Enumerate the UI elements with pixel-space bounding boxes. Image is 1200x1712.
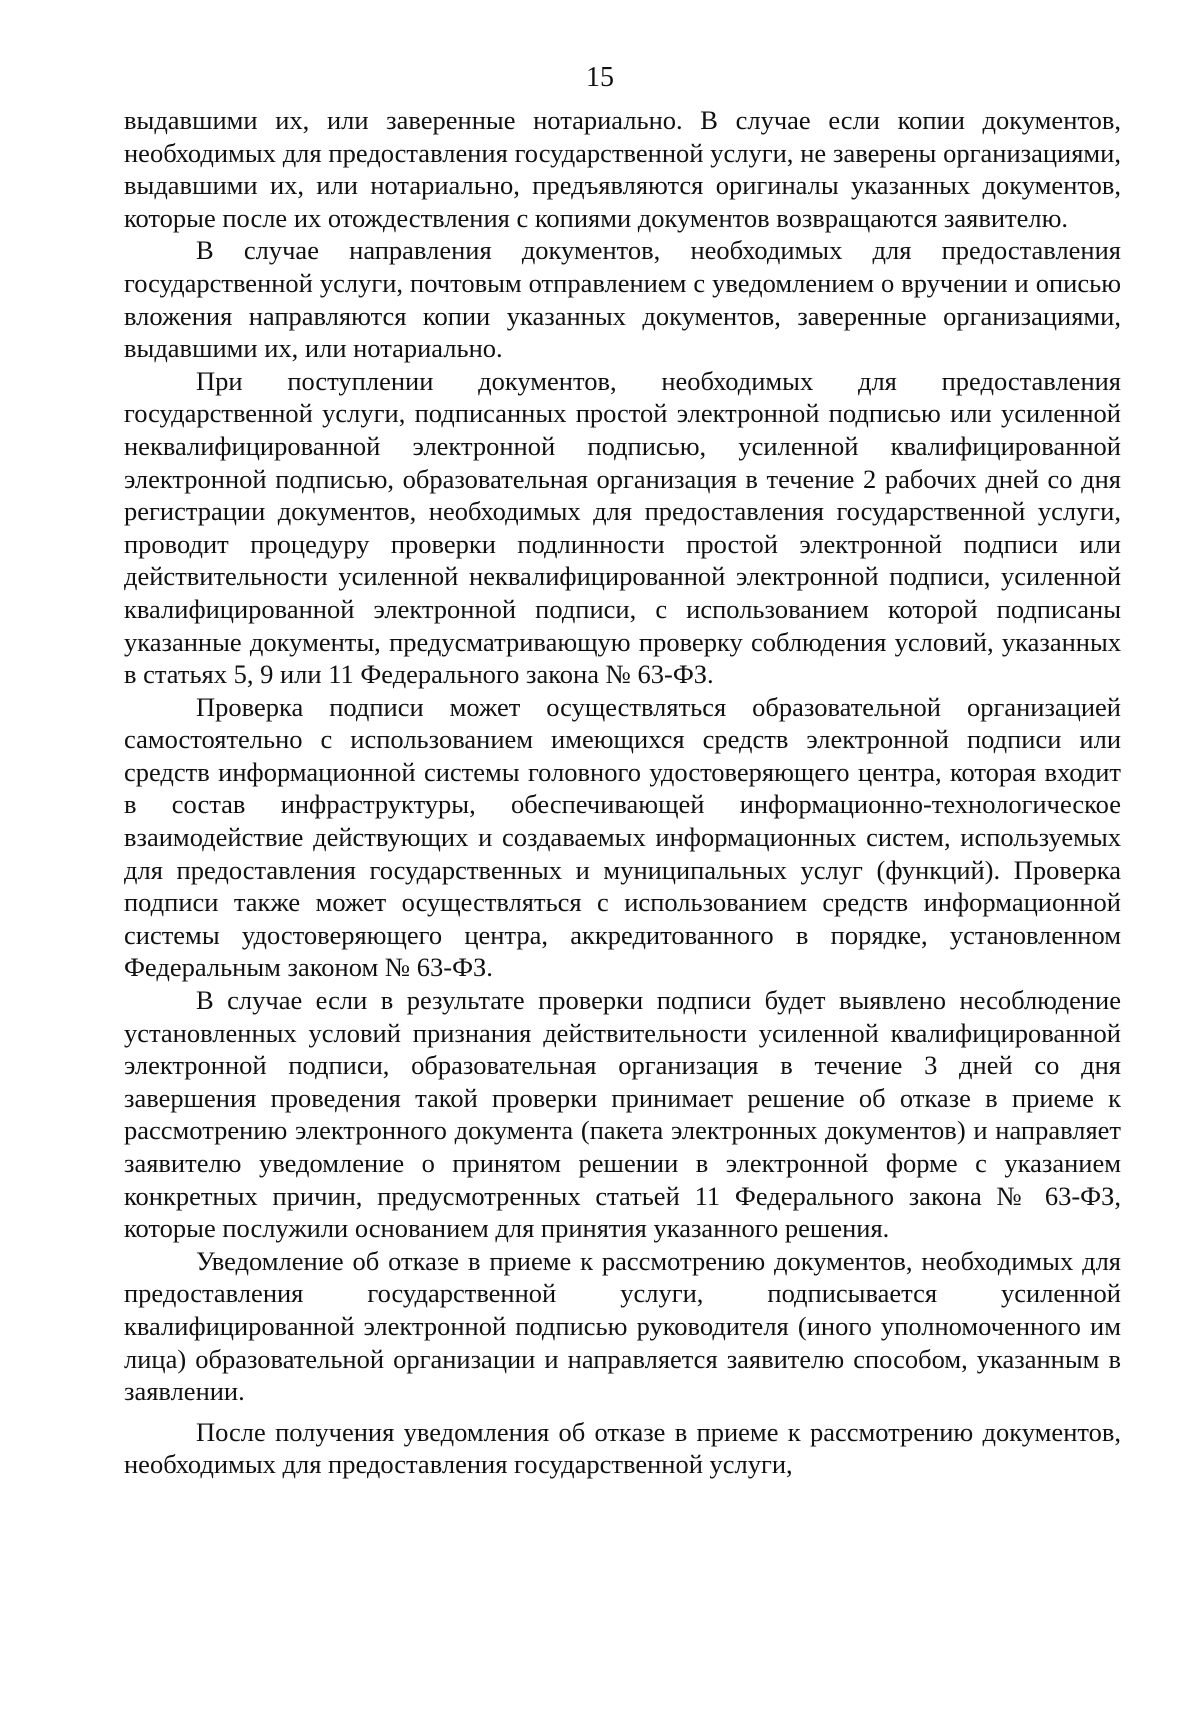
paragraph: При поступлении документов, необходимых для предоставления государственной услуги, подписанных простой электронной подписью или усиленной неквалифицированной электронной подписью, усиленной квалифицированной электронной подписью, образовательная организация в течение 2 рабочих дней со дня регистрации документов, необходимых для предоставления государственной услуги, проводит процедуру проверки подлинности простой электронной подписи или действительности усиленной неквалифицированной электронной подписи, усиленной квалифицированной электронной подписи, с использованием которой подписаны указанные документы, предусматривающую проверку соблюдения условий, указанных в статьях 5, 9 или 11 Федерального закона № 63-ФЗ. xyxy=(124,365,1121,690)
paragraph: выдавшими их, или заверенные нотариально. В случае если копии документов, необходимых для предоставления государственной услуги, не заверены организациями, выдавшими их, или нотариально, предъявляются оригиналы указанных документов, которые после их отождествления с копиями документов возвращаются заявителю. xyxy=(124,105,1121,233)
paragraph: Проверка подписи может осуществляться образовательной организацией самостоятельно с использованием имеющихся средств электронной подписи или средств информационной системы головного удостоверяющего центра, которая входит в состав инфраструктуры, обеспечивающей информационно-технологическое взаимодействие действующих и создаваемых информационных систем, используемых для предоставления государственных и муниципальных услуг (функций). Проверка подписи также может осуществляться с использованием средств информационной системы удостоверяющего центра, аккредитованного в порядке, установленном Федеральным законом № 63-ФЗ. xyxy=(124,691,1121,983)
paragraph: В случае если в результате проверки подписи будет выявлено несоблюдение установленных условий признания действительности усиленной квалифицированной электронной подписи, образовательная организация в течение 3 дней со дня завершения проведения такой проверки принимает решение об отказе в приеме к рассмотрению электронного документа (пакета электронных документов) и направляет заявителю уведомление о принятом решении в электронной форме с указанием конкретных причин, предусмотренных статьей 11 Федерального закона № 63-ФЗ, которые послужили основанием для принятия указанного решения. xyxy=(124,985,1121,1244)
body-text xyxy=(124,104,1121,1481)
paragraph: В случае направления документов, необходимых для предоставления государственной услуги, почтовым отправлением с уведомлением о вручении и описью вложения направляются копии указанных документов, заверенные организациями, выдавшими их, или нотариально. xyxy=(124,235,1121,364)
paragraph: Уведомление об отказе в приеме к рассмотрению документов, необходимых для предоставления государственной услуги, подписывается усиленной квалифицированной электронной подписью руководителя (иного уполномоченного им лица) образовательной организации и направляется заявителю способом, указанным в заявлении. xyxy=(124,1245,1121,1407)
paragraph: После получения уведомления об отказе в приеме к рассмотрению документов, необходимых для предоставления государственной услуги, xyxy=(124,1416,1121,1480)
page-number: 15 xyxy=(586,62,614,93)
